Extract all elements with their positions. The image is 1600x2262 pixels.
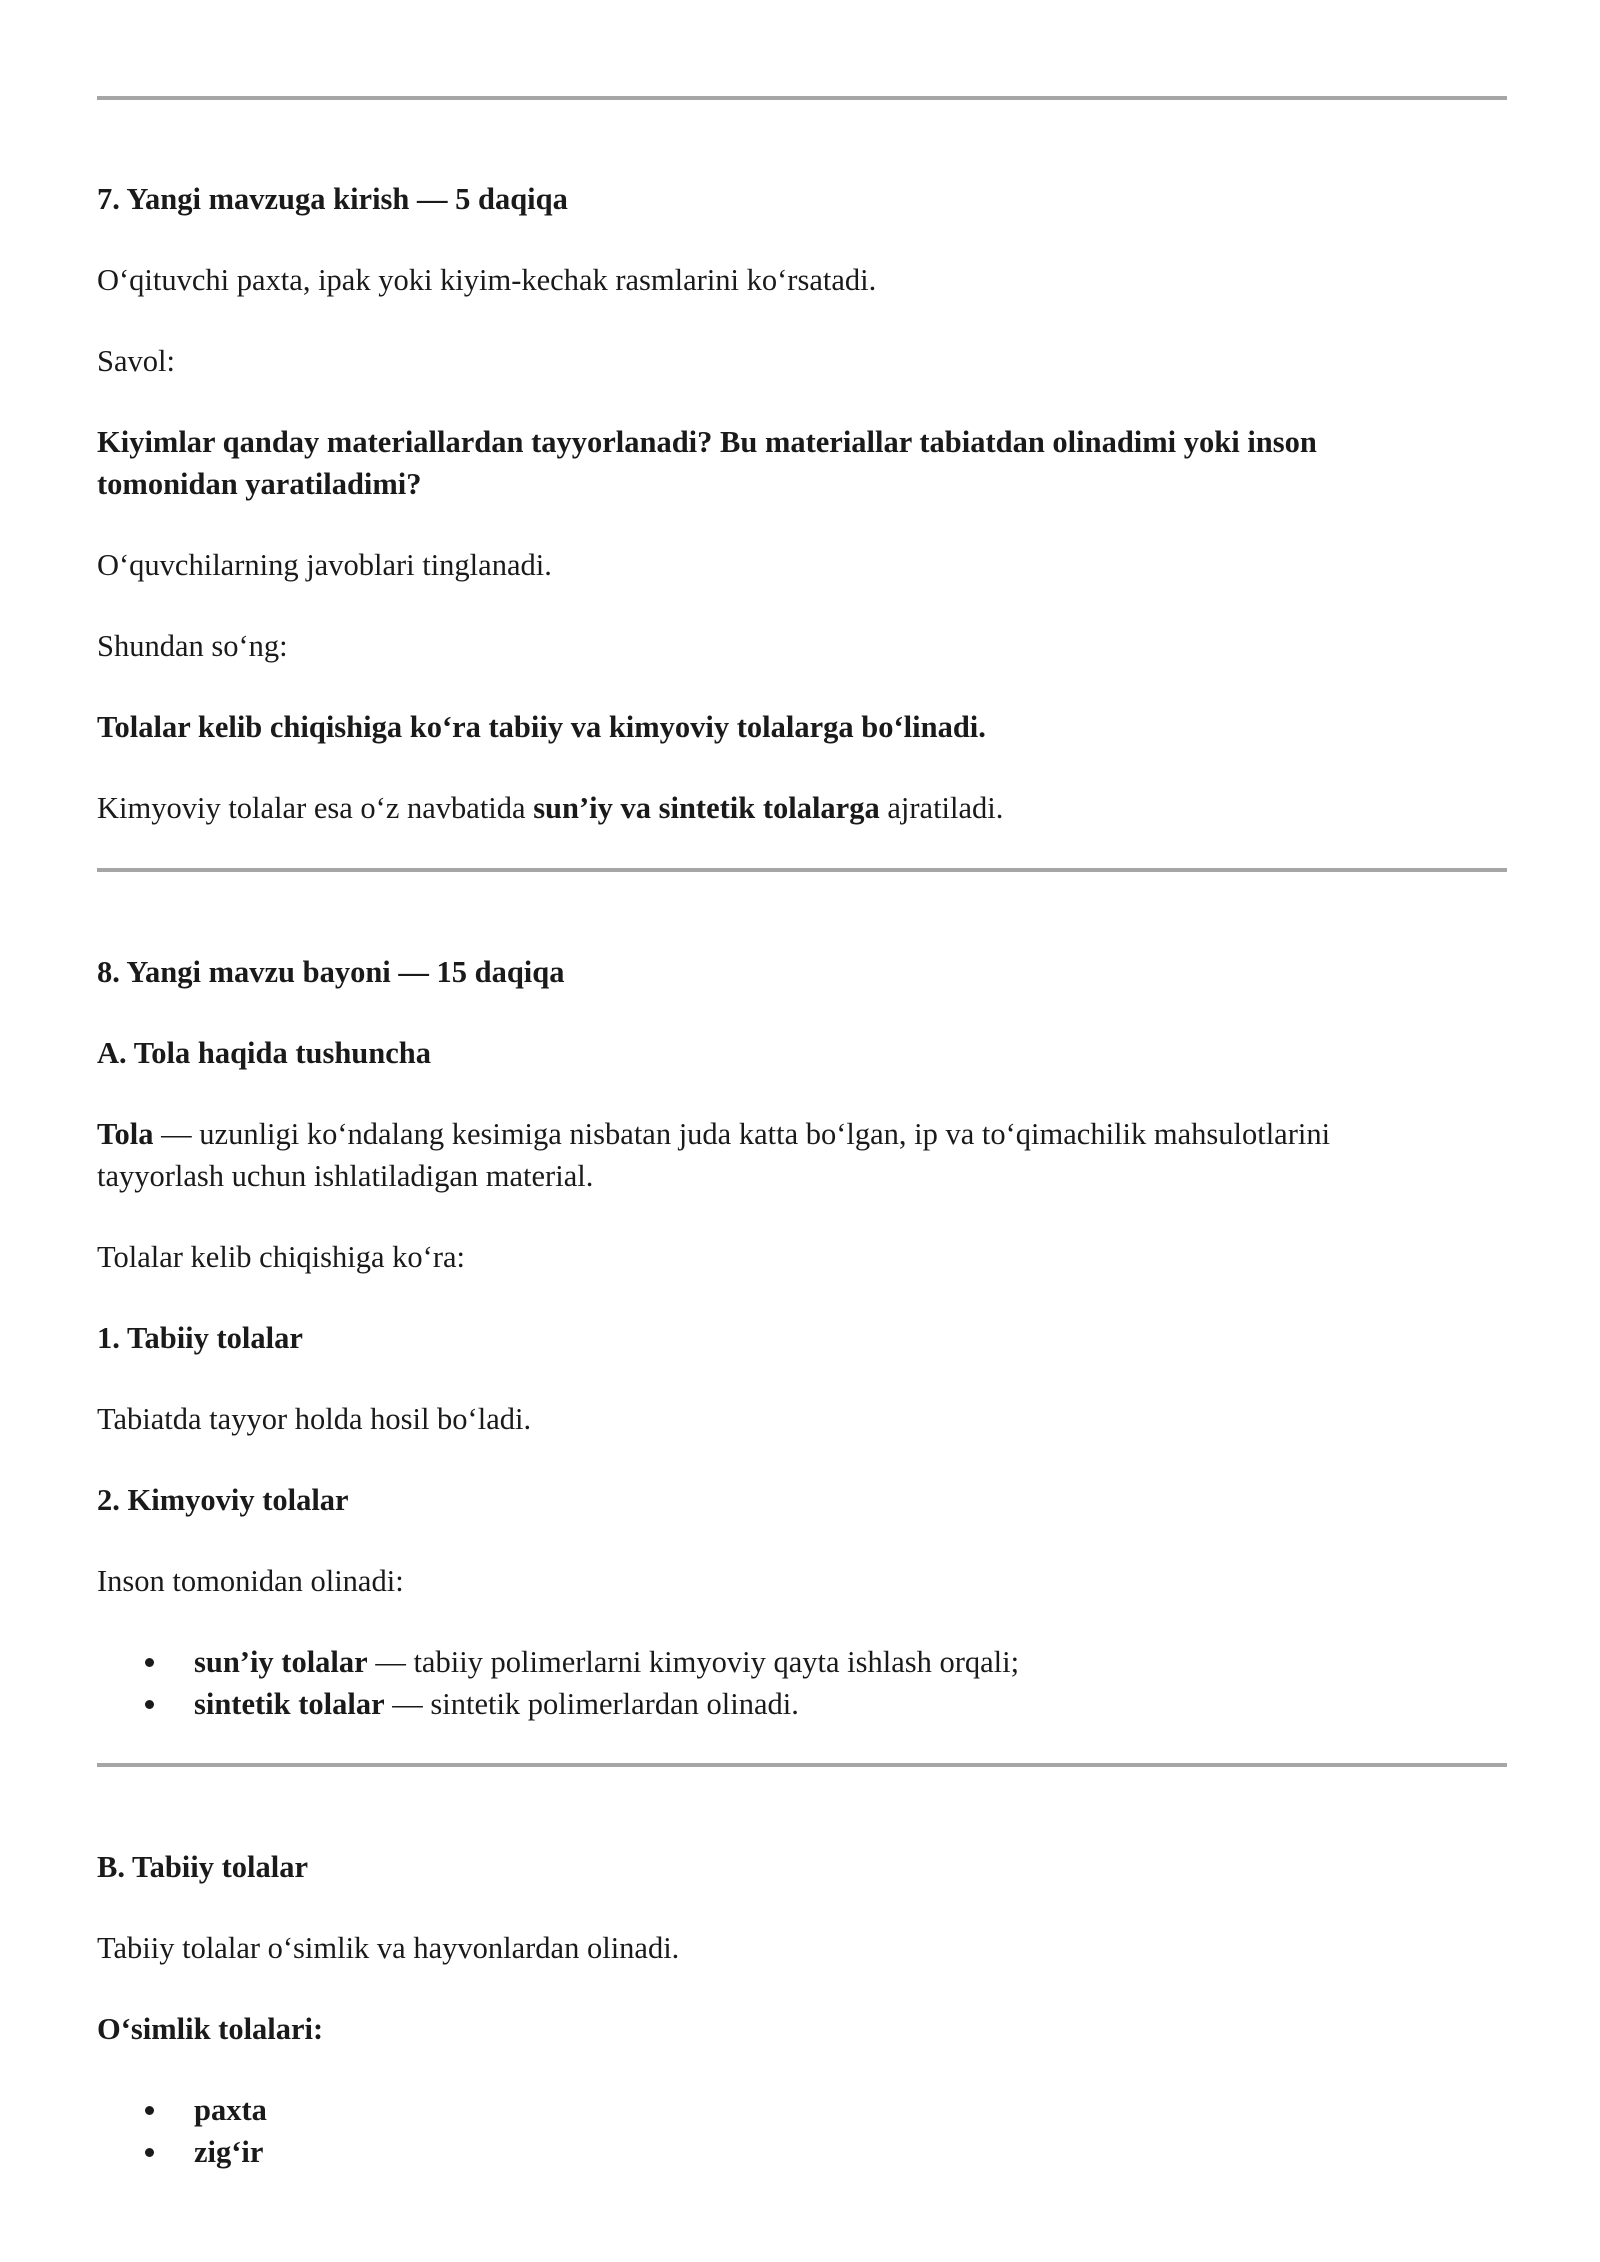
bullet-icon <box>145 2106 154 2115</box>
list-item <box>97 1683 1019 1725</box>
list-item <box>97 1641 1019 1683</box>
natural-fibers-heading: 1. Tabiiy tolalar <box>97 1321 303 1355</box>
chemical-fibers-paragraph <box>97 787 1003 829</box>
fiber-classification-statement: Tolalar kelib chiqishiga ko‘ra tabiiy va kimyoviy tolalarga bo‘linadi. <box>97 710 986 744</box>
bullet-icon <box>145 1658 154 1667</box>
bullet-icon <box>145 1700 154 1709</box>
fiber-definition-line-2: tayyorlash uchun ishlatiladigan material. <box>97 1159 594 1193</box>
section-7-paragraph: O‘qituvchi paxta, ipak yoki kiyim-kechak rasmlarini ko‘rsatadi. <box>97 263 877 297</box>
fiber-definition-text: — uzunligi ko‘ndalang kesimiga nisbatan juda katta bo‘lgan, ip va to‘qimachilik mahsulotlarini <box>153 1117 1331 1151</box>
fiber-definition-line-1 <box>97 1113 1330 1155</box>
subheading-a: A. Tola haqida tushuncha <box>97 1036 431 1070</box>
bullet-icon <box>145 2148 154 2157</box>
section-7-heading: 7. Yangi mavzuga kirish — 5 daqiqa <box>97 182 568 216</box>
fiber-term: Tola <box>97 1117 154 1151</box>
list-item <box>97 2089 267 2131</box>
answers-paragraph: O‘quvchilarning javoblari tinglanadi. <box>97 548 552 582</box>
section-8-heading: 8. Yangi mavzu bayoni — 15 daqiqa <box>97 955 565 989</box>
list-item-term: sintetik tolalar <box>194 1687 385 1721</box>
chemical-fibers-heading: 2. Kimyoviy tolalar <box>97 1483 349 1517</box>
savol-label: Savol: <box>97 344 175 378</box>
question-line-1: Kiyimlar qanday materiallardan tayyorlanadi? Bu materiallar tabiatdan olinadimi yoki inson <box>97 425 1317 459</box>
natural-fibers-source: Tabiiy tolalar o‘simlik va hayvonlardan olinadi. <box>97 1931 680 1965</box>
plant-fibers-list <box>97 2089 267 2173</box>
chemical-fibers-text-post: ajratiladi. <box>879 791 1004 825</box>
horizontal-rule <box>97 96 1507 100</box>
subheading-b: B. Tabiiy tolalar <box>97 1850 309 1884</box>
chemical-fibers-text-bold: sun’iy va sintetik tolalarga <box>533 791 880 825</box>
natural-fibers-text: Tabiatda tayyor holda hosil bo‘ladi. <box>97 1402 532 1436</box>
chemical-fibers-text: Inson tomonidan olinadi: <box>97 1564 404 1598</box>
shundan-label: Shundan so‘ng: <box>97 629 288 663</box>
plant-fibers-heading: O‘simlik tolalari: <box>97 2012 324 2046</box>
horizontal-rule <box>97 1763 1507 1767</box>
chemical-fibers-text-pre: Kimyoviy tolalar esa o‘z navbatida <box>97 791 534 825</box>
list-item-text: paxta <box>194 2093 267 2127</box>
list-item <box>97 2131 267 2173</box>
origin-intro: Tolalar kelib chiqishiga ko‘ra: <box>97 1240 465 1274</box>
chemical-fibers-list <box>97 1641 1019 1725</box>
list-item-text: — sintetik polimerlardan olinadi. <box>384 1687 799 1721</box>
horizontal-rule <box>97 868 1507 872</box>
question-line-2: tomonidan yaratiladimi? <box>97 467 422 501</box>
list-item-term: sun’iy tolalar <box>194 1645 368 1679</box>
list-item-text: zig‘ir <box>194 2135 264 2169</box>
list-item-text: — tabiiy polimerlarni kimyoviy qayta ishlash orqali; <box>367 1645 1020 1679</box>
